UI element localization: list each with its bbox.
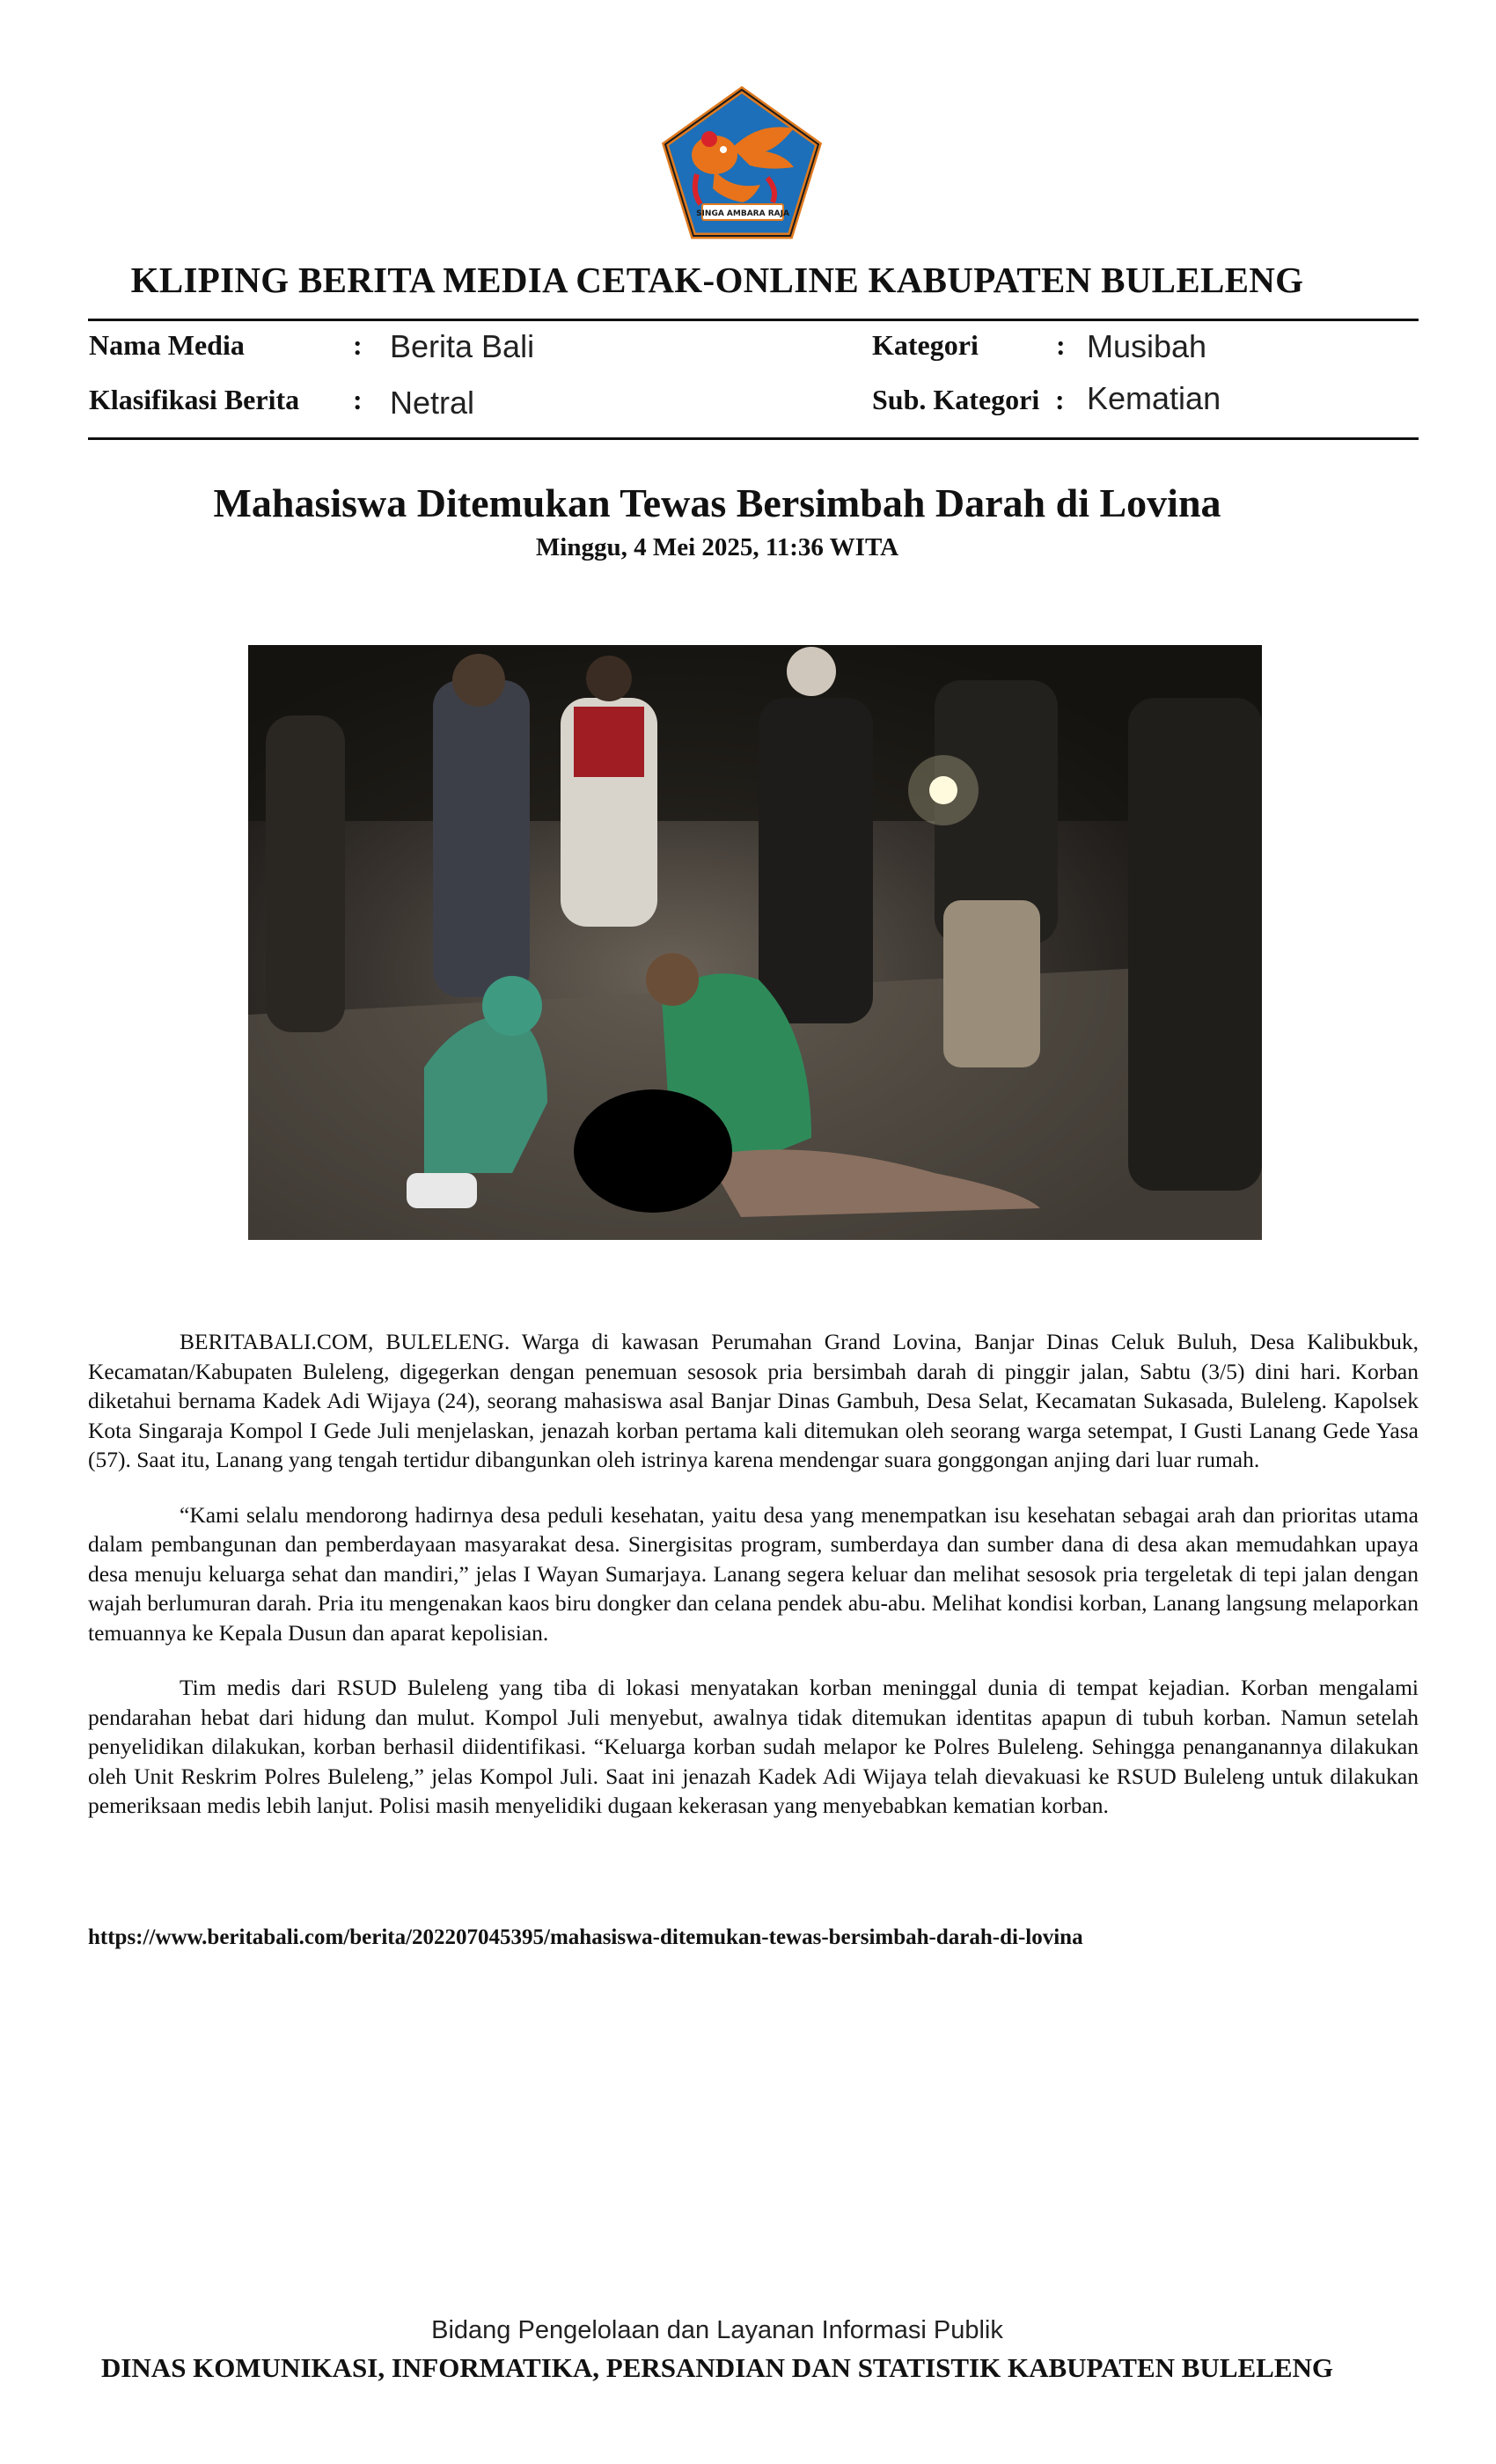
separator: :: [353, 329, 363, 361]
article-body: [88, 1327, 1419, 1846]
separator: :: [1056, 329, 1066, 361]
kategori-value: Musibah: [1087, 328, 1207, 364]
separator: :: [1055, 384, 1065, 415]
kategori-label: Kategori: [872, 329, 979, 361]
document-title: KLIPING BERITA MEDIA CETAK-ONLINE KABUPATEN BULELENG: [130, 260, 1304, 300]
news-photo: [248, 645, 1262, 1240]
article-paragraph: BERITABALI.COM, BULELENG. Warga di kawasan Perumahan Grand Lovina, Banjar Dinas Celuk Buluh, Desa Kalibukbuk, Kecamatan/Kabupaten Buleleng, digegerkan dengan penemuan sesosok pria bersimbah darah di pinggir jalan, Sabtu (3/5) dini hari. Korban diketahui bernama Kadek Adi Wijaya (24), seorang mahasiswa asal Banjar Dinas Gambuh, Desa Selat, Kecamatan Sukasada, Buleleng. Kapolsek Kota Singaraja Kompol I Gede Juli menjelaskan, jenazah korban pertama kali ditemukan oleh seorang warga setempat, I Gusti Lanang Gede Yasa (57). Saat itu, Lanang yang tengah tertidur dibangunkan oleh istrinya karena mendengar suara gonggongan anjing dari luar rumah.: [88, 1329, 1419, 1472]
klasifikasi-label: Klasifikasi Berita: [89, 384, 300, 415]
article-paragraph: Tim medis dari RSUD Buleleng yang tiba di lokasi menyatakan korban meninggal dunia di tempat kejadian. Korban mengalami pendarahan hebat dari hidung dan mulut. Kompol Juli menyebut, awalnya tidak ditemukan identitas apapun di tubuh korban. Namun setelah penyelidikan dilakukan, korban berhasil diidentifikasi. “Keluarga korban sudah melapor ke Polres Buleleng. Sehingga penanganannya dilakukan oleh Unit Reskrim Polres Buleleng,” jelas Kompol Juli. Saat ini jenazah Kadek Adi Wijaya telah dievakuasi ke RSUD Buleleng untuk dilakukan pemeriksaan medis lebih lanjut. Polisi masih menyelidiki dugaan kekerasan yang menyebabkan kematian korban.: [88, 1675, 1419, 1818]
divider-top: [88, 319, 1419, 321]
sub-kategori-label: Sub. Kategori: [872, 384, 1040, 415]
sub-kategori-value: Kematian: [1087, 380, 1221, 416]
kabupaten-buleleng-logo: [662, 86, 822, 239]
source-url-link[interactable]: https://www.beritabali.com/berita/202207045395/mahasiswa-ditemukan-tewas-bersimbah-darah-di-lovina: [88, 1925, 1083, 1949]
svg-text:SINGA AMBARA RAJA: SINGA AMBARA RAJA: [696, 209, 789, 218]
klasifikasi-value: Netral: [390, 385, 475, 421]
divider-bottom: [88, 437, 1419, 440]
nama-media-label: Nama Media: [89, 329, 245, 361]
article-dateline: Minggu, 4 Mei 2025, 11:36 WITA: [535, 533, 899, 561]
footer-division: Bidang Pengelolaan dan Layanan Informasi Publik: [431, 2316, 1003, 2344]
separator: :: [353, 384, 363, 415]
article-headline: Mahasiswa Ditemukan Tewas Bersimbah Darah di Lovina: [213, 480, 1221, 525]
footer-agency: DINAS KOMUNIKASI, INFORMATIKA, PERSANDIAN DAN STATISTIK KABUPATEN BULELENG: [100, 2352, 1334, 2383]
article-paragraph: “Kami selalu mendorong hadirnya desa peduli kesehatan, yaitu desa yang menempatkan isu kesehatan sebagai arah dan prioritas utama dalam pembangunan dan pemberdayaan masyarakat desa. Sinergisitas program, sumberdaya dan sumber dana di desa akan memudahkan upaya desa menuju keluarga sehat dan mandiri,” jelas I Wayan Sumarjaya. Lanang segera keluar dan melihat sesosok pria tergeletak di tepi jalan dengan wajah berlumuran darah. Pria itu mengenakan kaos biru dongker dan celana pendek abu-abu. Melihat kondisi korban, Lanang langsung melaporkan temuannya ke Kepala Dusun dan aparat kepolisian.: [88, 1501, 1419, 1646]
nama-media-value: Berita Bali: [390, 328, 535, 364]
